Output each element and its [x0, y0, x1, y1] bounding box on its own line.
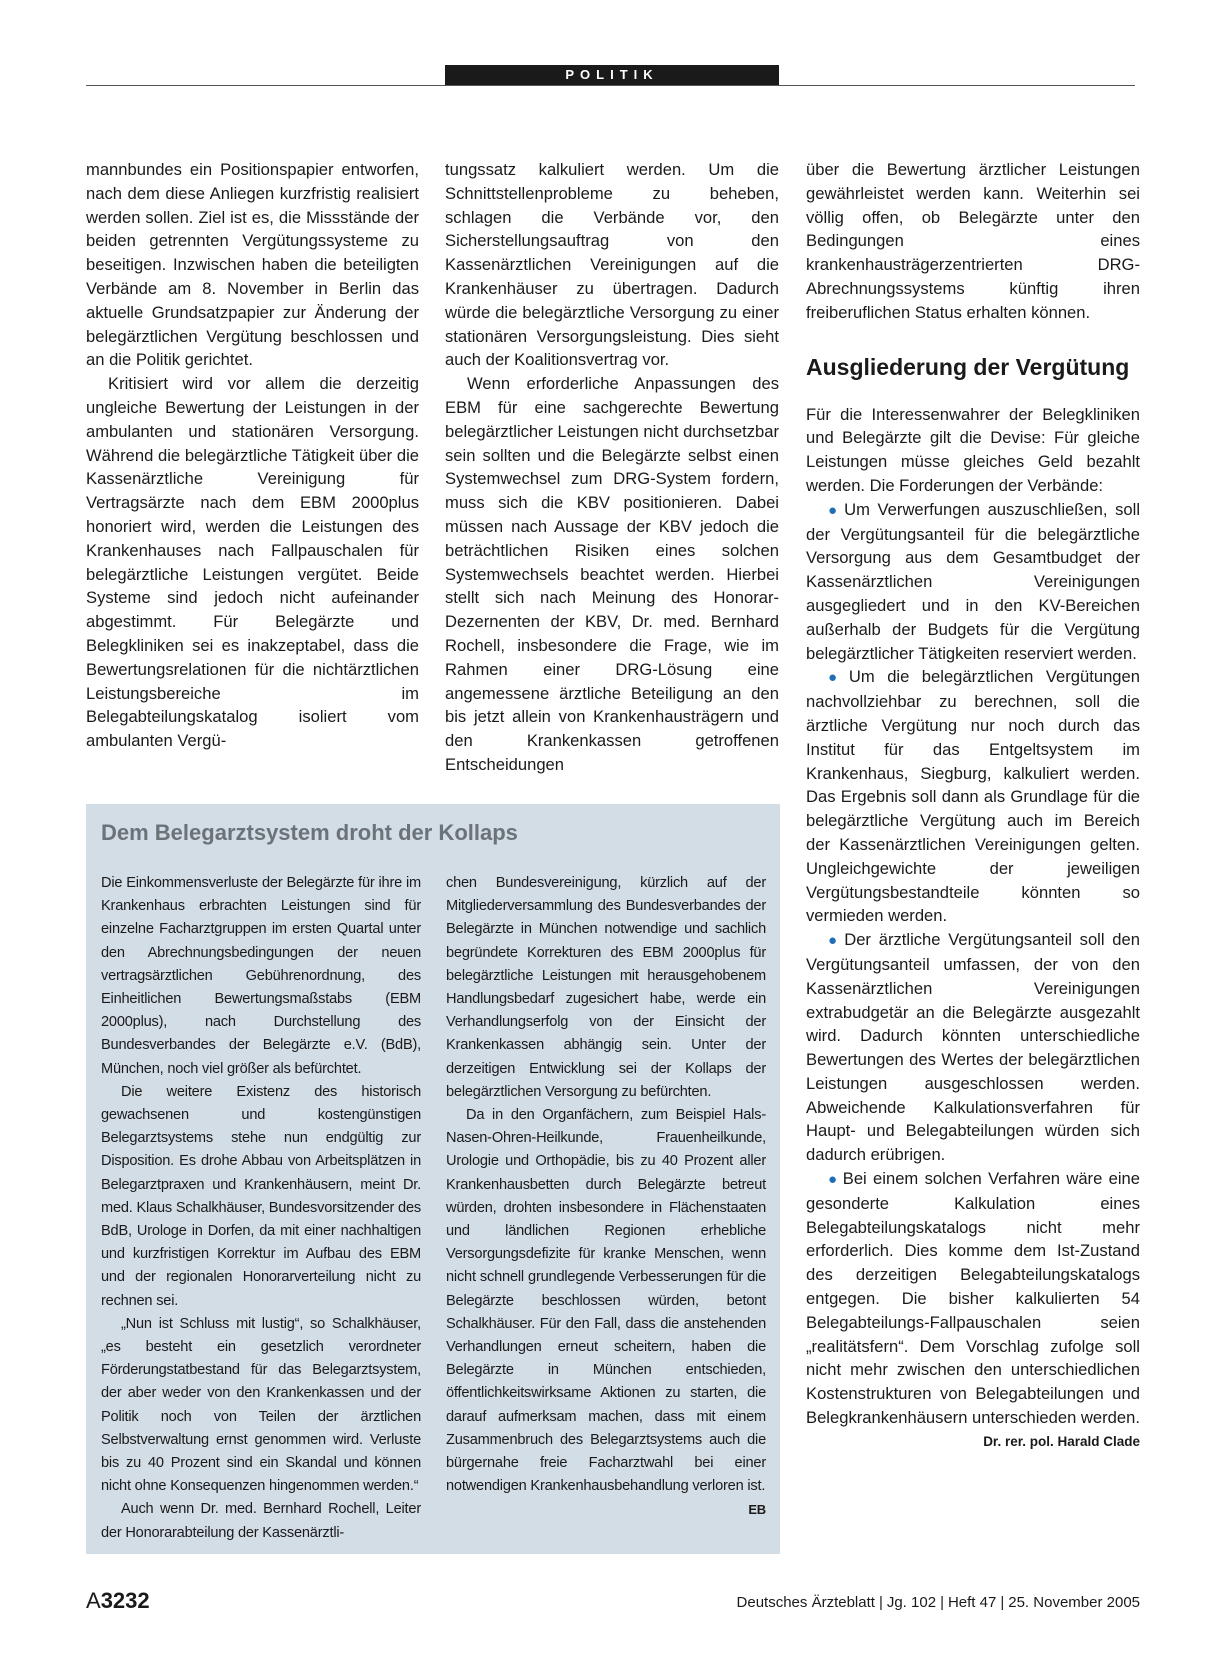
paragraph: Kritisiert wird vor allem die derzeitig ungleiche Bewertung der Leistungen in der ambulanten und stationären Versorgung. Während die belegärztliche Tätigkeit über die Kassenärztliche Vereinigung für Vertragsärzte nach dem EBM 2000plus honoriert wird, werden die Leistungen des Krankenhauses nach Fallpauschalen für belegärztliche Leistungen vergütet. Beide Systeme sind jedoch nicht aufeinander abgestimmt. Für Belegärzte und Belegkliniken sei es inakzeptabel, dass die Bewertungsrelationen für die nichtärztlichen Leistungsbereiche im Belegabteilungskatalog isoliert vom ambulanten Vergü-	[86, 374, 419, 751]
bullet-icon: ●	[828, 932, 841, 950]
bullet-icon: ●	[828, 669, 845, 687]
bullet-icon: ●	[828, 1171, 839, 1189]
issue: Heft 47	[947, 1594, 997, 1611]
article-column-3	[806, 158, 1140, 1454]
header-rule	[86, 85, 1135, 86]
article-column-1	[86, 158, 419, 753]
paragraph: chen Bundesvereinigung, kürzlich auf der Mitgliederversammlung des Bundesverbandes der Belegärzte in München notwendige und sachlich begründete Korrekturen des EBM 2000plus für belegärztliche Leistungen mit herausgehobenem Handlungsbedarf zugesichert habe, werde ein Verhandlungserfolg von der Einsicht der Krankenkassen abhängig sein. Unter der derzeitigen Entwicklung sei der Kollaps der belegärztlichen Versorgung zu befürchten.	[446, 875, 766, 1100]
bullet-item: ● Um die belegärztlichen Vergütungen nachvollziehbar zu berechnen, soll die ärztliche Vergütung nur noch durch das Institut für das Entgeltsystem im Krankenhaus, Siegburg, kalkuliert werden. Das Ergebnis soll dann als Grundlage für die belegärztliche Vergütung auch im Bereich der Kassenärztlichen Vereinigungen gelten. Ungleichgewichte der jeweiligen Vergütungsbestandteile könnten so vermieden werden.	[806, 667, 1140, 926]
bullet-item: ● Der ärztliche Vergütungsanteil soll den Vergütungsanteil umfassen, der von den Kassenärztlichen Vereinigungen extrabudgetär an die Belegärzte ausgezahlt wird. Dadurch könnten unterschiedliche Bewertungen des Wertes der belegärztlichen Leistungen ausgeschlossen werden. Abweichende Kalkulationsverfahren für Haupt- und Belegabteilungen würden sich dadurch erübrigen.	[806, 930, 1140, 1165]
author-byline: Dr. rer. pol. Harald Clade	[983, 1433, 1140, 1449]
info-box-signature: EB	[748, 1502, 766, 1518]
info-box-title: Dem Belegarztsystem droht der Kollaps	[101, 820, 518, 845]
paragraph: Die Einkommensverluste der Belegärzte für ihre im Krankenhaus erbrachten Leistungen sind für einzelne Facharztgruppen im ersten Quartal unter den Abrechnungsbedingungen der neuen vertragsärztlichen Gebührenordnung, des Einheitlichen Bewertungsmaßstabs (EBM 2000plus), nach Durchstellung des Bundesverbandes der Belegärzte e.V. (BdB), München, noch viel größer als befürchtet.	[101, 875, 421, 1077]
info-box-column-1	[101, 872, 421, 1545]
info-box-column-2	[446, 872, 766, 1522]
paragraph: tungssatz kalkuliert werden. Um die Schnittstellenprobleme zu beheben, schlagen die Verbände vor, den Sicherstellungsauftrag von den Kassenärztlichen Vereinigungen auf die Krankenhäuser zu übertragen. Dadurch würde die belegärztliche Versorgung zu einer stationären Versorgungsleistung. Dies sieht auch der Koalitionsvertrag vor.	[445, 160, 779, 370]
paragraph: „Nun ist Schluss mit lustig“, so Schalkhäuser, „es besteht ein gesetzlich verordneter Förderungstatbestand für das Belegarztsystem, der aber weder von den Krankenkassen und der Politik noch von Teilen der ärztlichen Selbstverwaltung ernst genommen wird. Verluste bis zu 40 Prozent sind ein Skandal und können nicht ohne Konsequenzen hingenommen werden.“	[101, 1315, 421, 1495]
section-label: POLITIK	[445, 65, 779, 85]
page-number: A3232	[86, 1588, 150, 1613]
issue-date: 25. November 2005	[1008, 1594, 1140, 1611]
paragraph: Für die Interessenwahrer der Belegkliniken und Belegärzte gilt die Devise: Für gleiche Leistungen müsse gleiches Geld bezahlt werden. Die Forderungen der Verbände:	[806, 404, 1140, 495]
bullet-icon: ●	[828, 501, 841, 519]
volume: Jg. 102	[886, 1594, 937, 1611]
paragraph: Die weitere Existenz des historisch gewachsenen und kostengünstigen Belegarztsystems stehe nun endgültig zur Disposition. Es drohe Abbau von Arbeitsplätzen in Belegarztpraxen und Krankenhäusern, meint Dr. med. Klaus Schalkhäuser, Bundesvorsitzender des BdB, Urologe in Dorfen, da mit einer nachhaltigen und kurzfristigen Korrektur im Aufbau des EBM und der regionalen Honorarverteilung nicht zu rechnen sei.	[101, 1083, 421, 1309]
paragraph: Auch wenn Dr. med. Bernhard Rochell, Leiter der Honorarabteilung der Kassenärztli-	[101, 1501, 421, 1541]
paragraph: Da in den Organfächern, zum Beispiel Hals-Nasen-Ohren-Heilkunde, Frauenheilkunde, Urologie und Orthopädie, bis zu 40 Prozent aller Krankenhausbetten durch Belegärzte betreut würden, drohten insbesondere in Flächenstaaten und ländlichen Regionen erhebliche Versorgungsdefizite für kranke Menschen, wenn nicht schnell grundlegende Verbesserungen für die Belegärzte beschlossen würden, betont Schalkhäuser. Für den Fall, dass die anstehenden Verhandlungen erneut scheitern, haben die Belegärzte in München entschieden, öffentlichkeitswirksame Aktionen zu starten, die darauf aufmerksam machen, dass mit einem Zusammenbruch des Belegarztsystems auch die bürgernahe freie Facharztwahl bei einer notwendigen Krankenhausbehandlung verloren ist. EB	[446, 1104, 766, 1498]
paragraph: Wenn erforderliche Anpassungen des EBM für eine sachgerechte Bewertung belegärztlicher Leistungen nicht durchsetzbar sein sollten und die Belegärzte selbst einen Systemwechsel zum DRG-System fordern, muss sich die KBV positionieren. Dabei müssen nach Aussage der KBV jedoch die beträchtlichen Risiken eines solchen Systemwechsels beachtet werden. Hierbei stellt sich nach Meinung des Honorar-Dezernenten der KBV, Dr. med. Bernhard Rochell, insbesondere die Frage, wie im Rahmen einer DRG-Lösung eine angemessene ärztliche Beteiligung an den bis jetzt allein von Krankenhausträgern und den Krankenkassen getroffenen Entscheidungen	[445, 374, 779, 774]
paragraph: über die Bewertung ärztlicher Leistungen gewährleistet werden kann. Weiterhin sei völlig offen, ob Belegärzte unter den Bedingungen eines krankenhausträgerzentrierten DRG-Abrechnungssystems künftig ihren freiberuflichen Status erhalten können.	[806, 160, 1140, 322]
paragraph: mannbundes ein Positionspapier entworfen, nach dem diese Anliegen kurzfristig realisiert werden sollen. Ziel ist es, die Missstände der beiden getrennten Vergütungssysteme zu beseitigen. Inzwischen haben die beteiligten Verbände am 8. November in Berlin das aktuelle Grundsatzpapier zur Änderung der belegärztlichen Vergütung beschlossen und an die Politik gerichtet.	[86, 160, 419, 370]
article-column-2	[445, 158, 779, 777]
footer-citation: Deutsches Ärzteblatt | Jg. 102 | Heft 47 | 25. November 2005	[736, 1594, 1140, 1611]
section-heading: Ausgliederung der Vergütung	[806, 353, 1130, 380]
bullet-item: ● Bei einem solchen Verfahren wäre eine gesonderte Kalkulation eines Belegabteilungskatalogs nicht mehr erforderlich. Dies komme dem Ist-Zustand des derzeitigen Belegabteilungskatalogs entgegen. Die bisher kalkulierten 54 Belegabteilungs-Fallpauschalen seien „realitätsfern“. Dem Vorschlag zufolge soll nicht mehr zwischen den unterschiedlichen Kostenstrukturen von Belegabteilungen und Belegkrankenhäusern unterschieden werden. Dr. rer. pol. Harald Clade	[806, 1167, 1140, 1430]
bullet-item: ● Um Verwerfungen auszuschließen, soll der Vergütungsanteil für die belegärztliche Versorgung aus dem Gesamtbudget der Kassenärztlichen Vereinigungen ausgegliedert und in den KV-Bereichen außerhalb der Budgets für die Vergütung belegärztlicher Tätigkeiten reserviert werden.	[806, 499, 1141, 663]
info-box	[86, 804, 780, 1554]
journal-name: Deutsches Ärzteblatt	[736, 1594, 875, 1611]
